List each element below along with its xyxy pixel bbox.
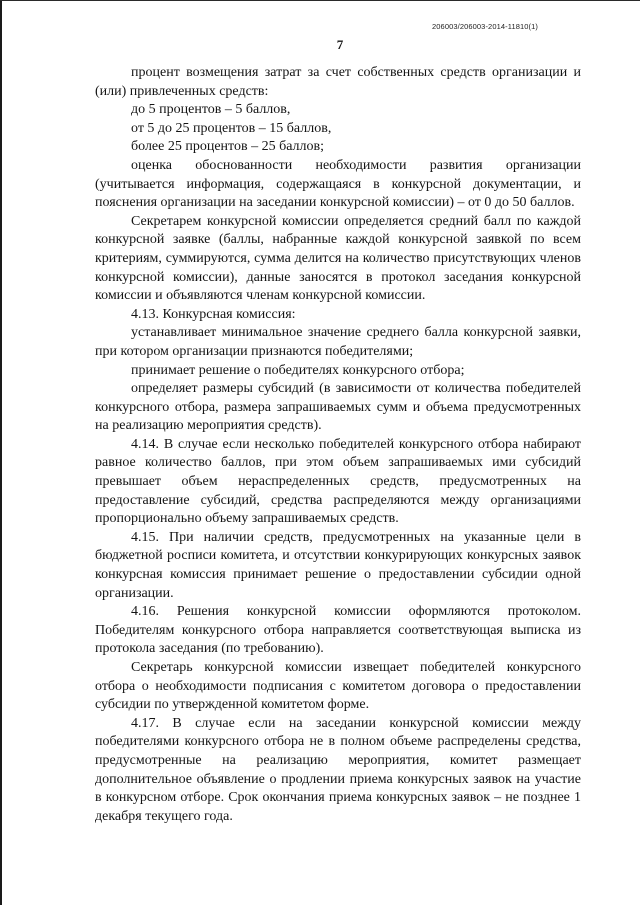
paragraph-cost-recovery: процент возмещения затрат за счет собственных средств организации и (или) привлеченных средств: (95, 65, 581, 99)
scan-top-border (0, 0, 640, 1)
paragraph-4-13-heading: 4.13. Конкурсная комиссия: (131, 306, 296, 322)
paragraph-secretary-average-score: Секретарем конкурсной комиссии определяется средний балл по каждой конкурсной заявке (баллы, набранные каждой конкурсной заявкой по всем критериям, суммируются, сумма делится на количество присутствующих членов конкурсной комиссии), данные заносятся в протокол заседания конкурсной комиссии и объявляются членам конкурсной комиссии. (95, 213, 581, 304)
paragraph-4-15: 4.15. При наличии средств, предусмотренных на указанные цели в бюджетной росписи комитета, и отсутствии конкурирующих конкурсных заявок конкурсная комиссия принимает решение о предоставлении субсидии одной организации. (95, 529, 581, 601)
paragraph-4-16: 4.16. Решения конкурсной комиссии оформляются протоколом. Победителям конкурсного отбора направляется соответствующая выписка из протокола заседания (по требованию). (95, 604, 581, 657)
document-body (95, 64, 581, 826)
paragraph-min-score: устанавливает минимальное значение среднего балла конкурсной заявки, при котором организации признаются победителями; (95, 325, 581, 359)
score-item-5-to-25: от 5 до 25 процентов – 15 баллов, (131, 120, 332, 136)
paragraph-4-14: 4.14. В случае если несколько победителей конкурсного отбора набирают равное количество баллов, при этом объем запрашиваемых ими субсидий превышает объем нераспределенных средств, предусмотренных на предоставление субсидий, средства распределяются между организациями пропорционально объему запрашиваемых средств. (95, 436, 581, 527)
paragraph-winners-decision: принимает решение о победителях конкурсного отбора; (131, 362, 465, 378)
score-item-over-25: более 25 процентов – 25 баллов; (131, 139, 325, 155)
paragraph-secretary-notifies: Секретарь конкурсной комиссии извещает победителей конкурсного отбора о необходимости подписания с комитетом договора о предоставлении субсидии по утвержденной комитетом форме. (95, 660, 581, 713)
paragraph-4-17: 4.17. В случае если на заседании конкурсной комиссии между победителями конкурсного отбора не в полном объеме распределены средства, предусмотренные на реализацию мероприятия, комитет размещает дополнительное объявление о продлении приема конкурсных заявок на участие в конкурсном отборе. Срок окончания приема конкурсных заявок – не позднее 1 декабря текущего года. (95, 715, 581, 824)
score-item-up-to-5: до 5 процентов – 5 баллов, (131, 102, 291, 118)
page-number: 7 (336, 37, 344, 52)
paragraph-justification-assessment: оценка обоснованности необходимости развития организации (учитывается информация, содержащаяся в конкурсной документации, и пояснения организации на заседании конкурсной комиссии) – от 0 до 50 баллов. (95, 157, 581, 211)
paragraph-subsidy-amounts: определяет размеры субсидий (в зависимости от количества победителей конкурсного отбора, размера запрашиваемых сумм и объема предусмотренных на реализацию мероприятия средств). (95, 381, 581, 434)
document-id: 206003/206003-2014-11810(1) (432, 22, 538, 31)
scan-left-border (0, 0, 2, 905)
